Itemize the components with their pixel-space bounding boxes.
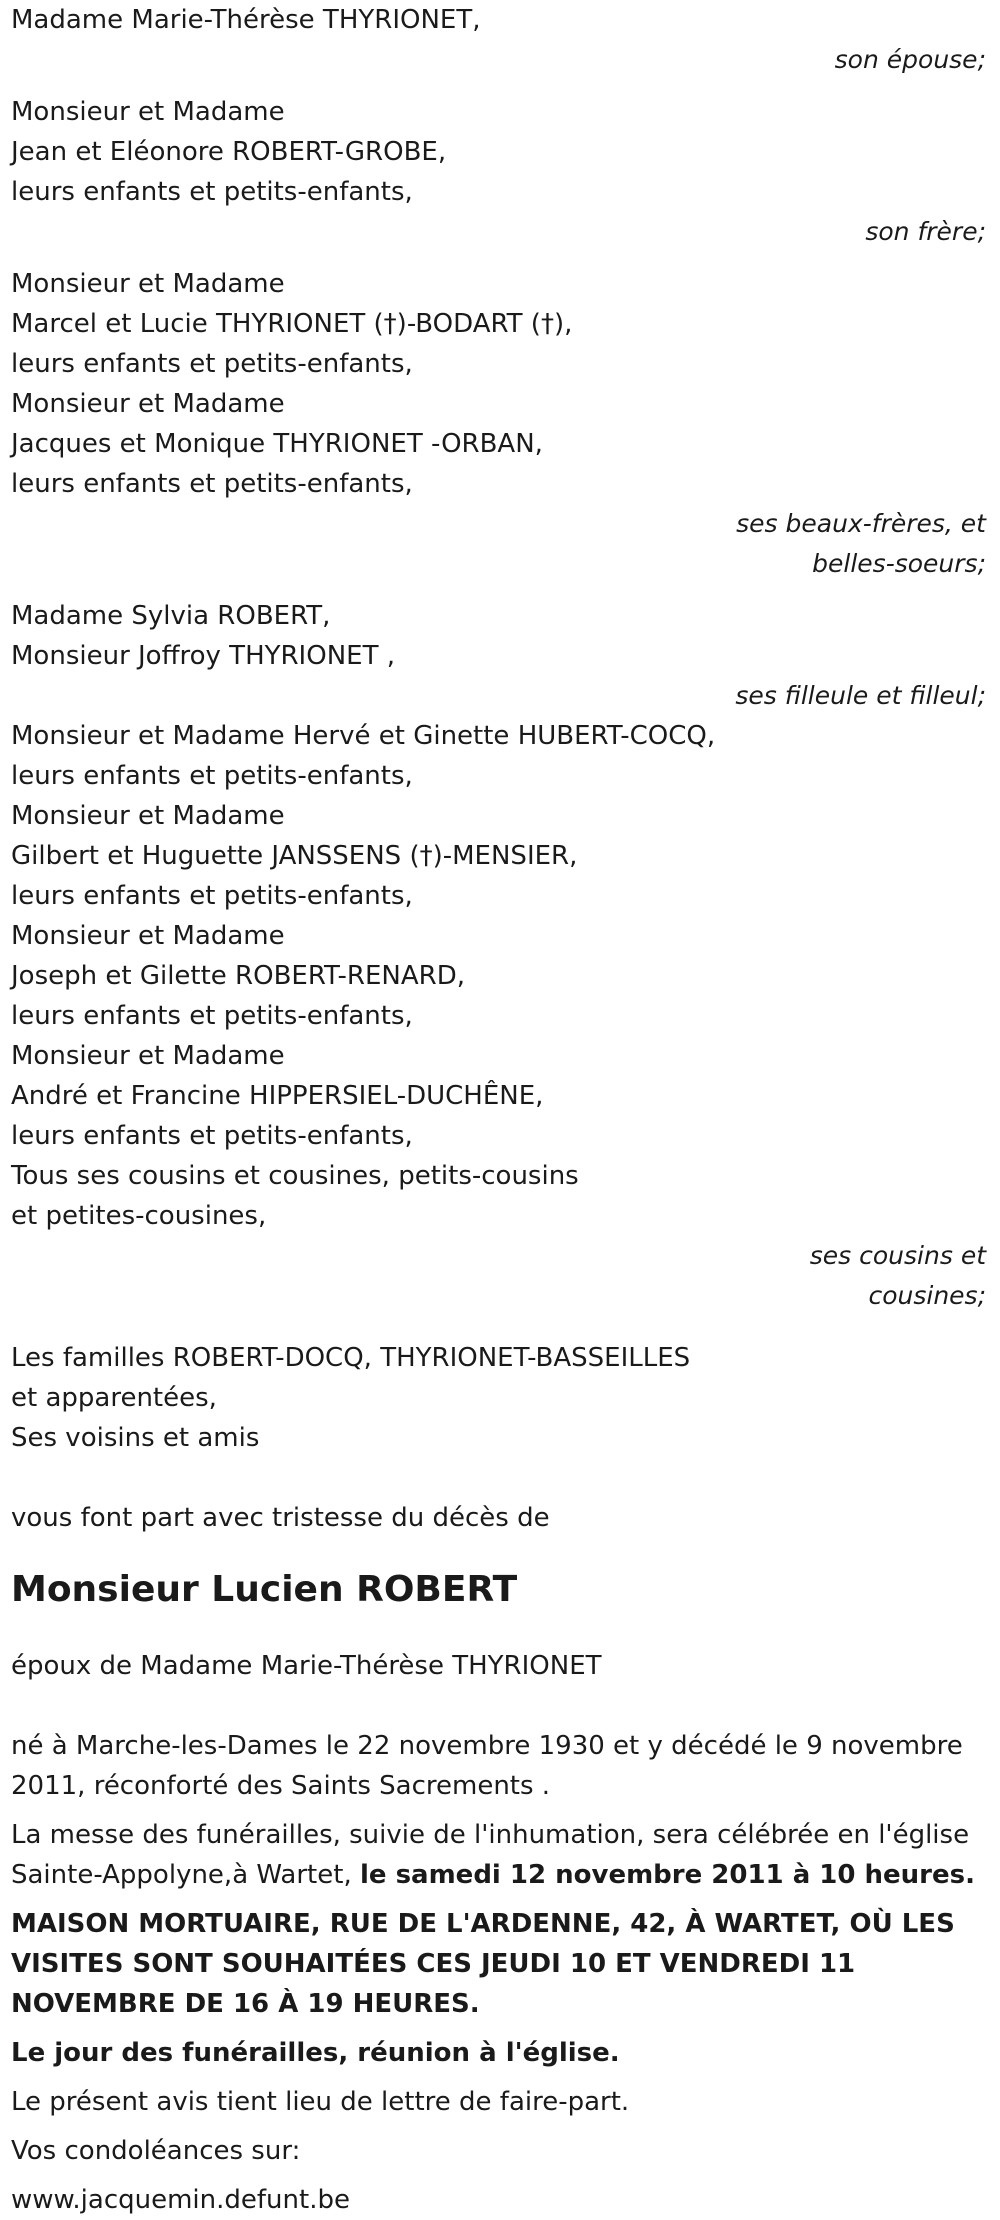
family-line: Monsieur et Madame Hervé et Ginette HUBERT-COCQ, [11,721,716,751]
family-line: Monsieur et Madame [11,801,285,831]
family-line: Madame Sylvia ROBERT, [11,601,331,631]
family-line: Madame Marie-Thérèse THYRIONET, [11,5,481,35]
family-line: Monsieur et Madame [11,269,285,299]
family-line: Monsieur et Madame [11,97,285,127]
family-line: leurs enfants et petits-enfants, [11,177,413,207]
family-line: Monsieur et Madame [11,921,285,951]
family-line: et apparentées, [11,1383,217,1413]
relation-label: son épouse; [834,45,986,74]
family-line: leurs enfants et petits-enfants, [11,349,413,379]
notice: Le présent avis tient lieu de lettre de faire-part. [11,2087,630,2117]
funeral-text: La messe des funérailles, suivie de l'inhumation, sera célébrée en l'église Sainte-Appolyne,à Wartet, [11,1820,970,1890]
announcement: vous font part avec tristesse du décès de [11,1503,550,1533]
family-line: leurs enfants et petits-enfants, [11,469,413,499]
deceased-name: Monsieur Lucien ROBERT [11,1569,518,1610]
family-cousins [11,716,989,1316]
family-line: Tous ses cousins et cousines, petits-cousins [11,1161,579,1191]
relation-label: cousines; [868,1281,986,1310]
funeral-date: le samedi 12 novembre 2011 à 10 heures. [359,1860,975,1890]
family-line: Monsieur et Madame [11,1041,285,1071]
family-line: leurs enfants et petits-enfants, [11,1121,413,1151]
mortuary-info: MAISON MORTUAIRE, RUE DE L'ARDENNE, 42, À WARTET, OÙ LES VISITES SONT SOUHAITÉES CES JEUDI 10 ET VENDREDI 11 NOVEMBRE DE 16 À 19 HEURES. [11,1909,955,2019]
family-line: Jean et Eléonore ROBERT-GROBE, [11,137,447,167]
family-line: Joseph et Gilette ROBERT-RENARD, [11,961,465,991]
website-link[interactable]: www.jacquemin.defunt.be [11,2185,350,2215]
relation-label: son frère; [865,217,986,246]
family-line: Les familles ROBERT-DOCQ, THYRIONET-BASSEILLES [11,1343,691,1373]
family-line: et petites-cousines, [11,1201,267,1231]
condolences-label: Vos condoléances sur: [11,2136,301,2166]
family-line: leurs enfants et petits-enfants, [11,761,413,791]
funeral-info [11,1815,986,1895]
family-spouse [11,0,989,80]
relation-label: ses beaux-frères, et [736,509,986,538]
family-godchildren [11,596,989,716]
family-others [11,1338,989,1458]
relation-label: ses filleule et filleul; [735,681,986,710]
family-brother [11,92,989,252]
family-line: Monsieur et Madame [11,389,285,419]
family-line: Monsieur Joffroy THYRIONET , [11,641,395,671]
family-line: André et Francine HIPPERSIEL-DUCHÊNE, [11,1081,544,1111]
relation-label: ses cousins et [809,1241,986,1270]
family-line: leurs enfants et petits-enfants, [11,881,413,911]
family-line: Gilbert et Huguette JANSSENS (†)-MENSIER, [11,841,578,871]
spouse-of: époux de Madame Marie-Thérèse THYRIONET [11,1651,602,1681]
relation-label: belles-soeurs; [812,549,986,578]
family-line: Jacques et Monique THYRIONET -ORBAN, [11,429,543,459]
family-line: Marcel et Lucie THYRIONET (†)-BODART (†), [11,309,573,339]
family-in-laws [11,264,989,584]
family-line: Ses voisins et amis [11,1423,260,1453]
family-line: leurs enfants et petits-enfants, [11,1001,413,1031]
reunion-info: Le jour des funérailles, réunion à l'église. [11,2038,620,2068]
birth-death: né à Marche-les-Dames le 22 novembre 1930 et y décédé le 9 novembre 2011, réconforté des Saints Sacrements . [11,1731,963,1801]
